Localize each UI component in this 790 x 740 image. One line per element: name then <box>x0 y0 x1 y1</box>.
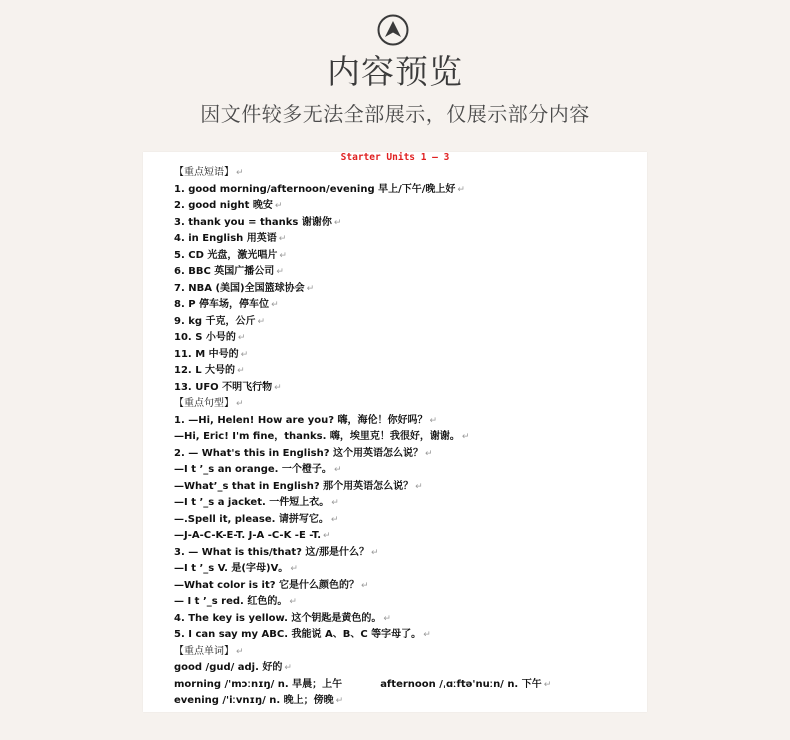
line-text: 12. L 大号的 <box>174 365 236 376</box>
paragraph-mark-icon: ↵ <box>271 300 279 310</box>
line-text: 1. good morning/afternoon/evening 早上/下午/晚上好 <box>174 183 456 195</box>
line-text: 8. P 停车场，停车位 <box>174 299 270 310</box>
paragraph-mark-icon: ↵ <box>423 630 431 640</box>
document-line <box>174 693 644 710</box>
line-text: 3. — What is this/that? 这/那是什么？ <box>174 546 370 558</box>
line-text: 11. M 中号的 <box>174 348 239 360</box>
line-text: 1. —Hi, Helen! How are you? 嗨，海伦！你好吗？ <box>174 414 428 426</box>
line-text: 5. I can say my ABC. 我能说 A、B、C 等字母了。 <box>174 629 422 640</box>
paragraph-mark-icon: ↵ <box>274 201 283 211</box>
line-text: 2. good night 晚安 <box>174 200 273 211</box>
paragraph-mark-icon: ↵ <box>236 168 244 178</box>
page-subtitle: 因文件较多无法全部展示，仅展示部分内容 <box>200 102 590 126</box>
document-line <box>174 462 644 479</box>
line-text: —What color is it? 它是什么颜色的？ <box>174 579 360 591</box>
document-line <box>174 446 644 463</box>
line-text: morning /'mɔːnɪŋ/ n. 早晨；上午 <box>174 678 343 690</box>
document-line <box>174 479 644 496</box>
paragraph-mark-icon: ↵ <box>306 283 315 294</box>
line-text: —I t ’_s an orange. 一个橙子。 <box>174 464 332 475</box>
document-line <box>174 495 644 512</box>
line-text: —I t ’_s a jacket. 一件短上衣。 <box>174 497 330 508</box>
document-line <box>174 429 644 446</box>
line-text: —What’_s that in English? 那个用英语怎么说？ <box>174 480 414 492</box>
paragraph-mark-icon: ↵ <box>278 234 287 244</box>
document-line <box>174 198 644 215</box>
paragraph-mark-icon: ↵ <box>236 399 244 409</box>
document-line <box>174 380 644 397</box>
document-line <box>174 677 644 694</box>
document-line <box>174 330 644 347</box>
document-lines <box>174 165 644 710</box>
line-text: 6. BBC 英国广播公司 <box>174 266 275 277</box>
paragraph-mark-icon: ↵ <box>330 514 339 525</box>
paragraph-mark-icon: ↵ <box>543 679 552 690</box>
line-text: 9. kg 千克，公斤 <box>174 315 256 327</box>
section-heading <box>174 165 644 182</box>
paragraph-mark-icon: ↵ <box>333 217 342 228</box>
paragraph-mark-icon: ↵ <box>371 547 379 558</box>
paragraph-mark-icon: ↵ <box>361 580 369 591</box>
document-line <box>174 528 644 545</box>
paragraph-mark-icon: ↵ <box>237 333 246 343</box>
paragraph-mark-icon: ↵ <box>383 613 391 624</box>
section-heading <box>174 644 644 661</box>
line-text: 4. The key is yellow. 这个钥匙是黄色的。 <box>174 612 382 624</box>
paragraph-mark-icon: ↵ <box>457 184 465 195</box>
line-text: 7. NBA (美国)全国篮球协会 <box>174 282 305 294</box>
document-line <box>174 215 644 232</box>
document-line <box>174 561 644 578</box>
line-text: 3. thank you = thanks 谢谢你 <box>174 216 332 228</box>
document-preview <box>143 152 647 712</box>
paragraph-mark-icon: ↵ <box>323 531 331 541</box>
line-text-extra: afternoon /ˌɑːftə'nuːn/ n. 下午 <box>380 678 542 690</box>
line-text: 10. S 小号的 <box>174 332 236 343</box>
document-line <box>174 611 644 628</box>
line-text: 【重点单词】 <box>174 645 234 657</box>
document-line <box>174 182 644 199</box>
document-line <box>174 627 644 644</box>
line-text: 2. — What's this in English? 这个用英语怎么说？ <box>174 447 423 459</box>
up-arrow-circle-icon <box>377 14 409 46</box>
line-text: —Hi, Eric! I'm fine，thanks. 嗨，埃里克！我很好，谢谢。 <box>174 431 460 442</box>
paragraph-mark-icon: ↵ <box>276 267 284 277</box>
document-line <box>174 314 644 331</box>
document-line <box>174 231 644 248</box>
document-line <box>174 281 644 298</box>
line-text: —J-A-C-K-E-T. J-A -C-K -E -T. <box>174 530 322 541</box>
paragraph-mark-icon: ↵ <box>289 597 297 607</box>
document-title: Starter Units 1 — 3 <box>340 152 450 163</box>
page-title: 内容预览 <box>327 52 463 91</box>
document-line <box>174 264 644 281</box>
document-line <box>174 297 644 314</box>
document-line <box>174 248 644 265</box>
paragraph-mark-icon: ↵ <box>274 382 282 393</box>
document-line <box>174 578 644 595</box>
line-text: — I t ’_s red. 红色的。 <box>174 596 288 607</box>
line-text: —.Spell it, please. 请拼写它。 <box>174 513 329 525</box>
paragraph-mark-icon: ↵ <box>284 663 292 673</box>
paragraph-mark-icon: ↵ <box>425 448 433 459</box>
paragraph-mark-icon: ↵ <box>429 415 438 426</box>
document-line <box>174 660 644 677</box>
paragraph-mark-icon: ↵ <box>335 696 344 706</box>
line-text: 【重点句型】 <box>174 398 234 409</box>
paragraph-mark-icon: ↵ <box>257 316 266 327</box>
document-line <box>174 545 644 562</box>
paragraph-mark-icon: ↵ <box>236 646 244 657</box>
document-line <box>174 512 644 529</box>
paragraph-mark-icon: ↵ <box>461 432 470 442</box>
paragraph-mark-icon: ↵ <box>415 481 423 492</box>
line-text: 4. in English 用英语 <box>174 233 277 244</box>
paragraph-mark-icon: ↵ <box>290 564 298 574</box>
paragraph-mark-icon: ↵ <box>279 250 287 261</box>
line-text: 【重点短语】 <box>174 167 234 178</box>
document-line <box>174 594 644 611</box>
line-text: good /gud/ adj. 好的 <box>174 662 283 673</box>
paragraph-mark-icon: ↵ <box>240 349 249 360</box>
section-heading <box>174 396 644 413</box>
document-line <box>174 363 644 380</box>
document-line <box>174 413 644 430</box>
line-text: 5. CD 光盘，激光唱片 <box>174 249 278 261</box>
document-line <box>174 347 644 364</box>
paragraph-mark-icon: ↵ <box>331 498 339 508</box>
line-text: evening /'iːvnɪŋ/ n. 晚上；傍晚 <box>174 695 334 706</box>
paragraph-mark-icon: ↵ <box>333 465 342 475</box>
line-text: —I t ’_s V. 是(字母)V。 <box>174 563 289 574</box>
paragraph-mark-icon: ↵ <box>237 366 245 376</box>
line-text: 13. UFO 不明飞行物 <box>174 381 273 393</box>
